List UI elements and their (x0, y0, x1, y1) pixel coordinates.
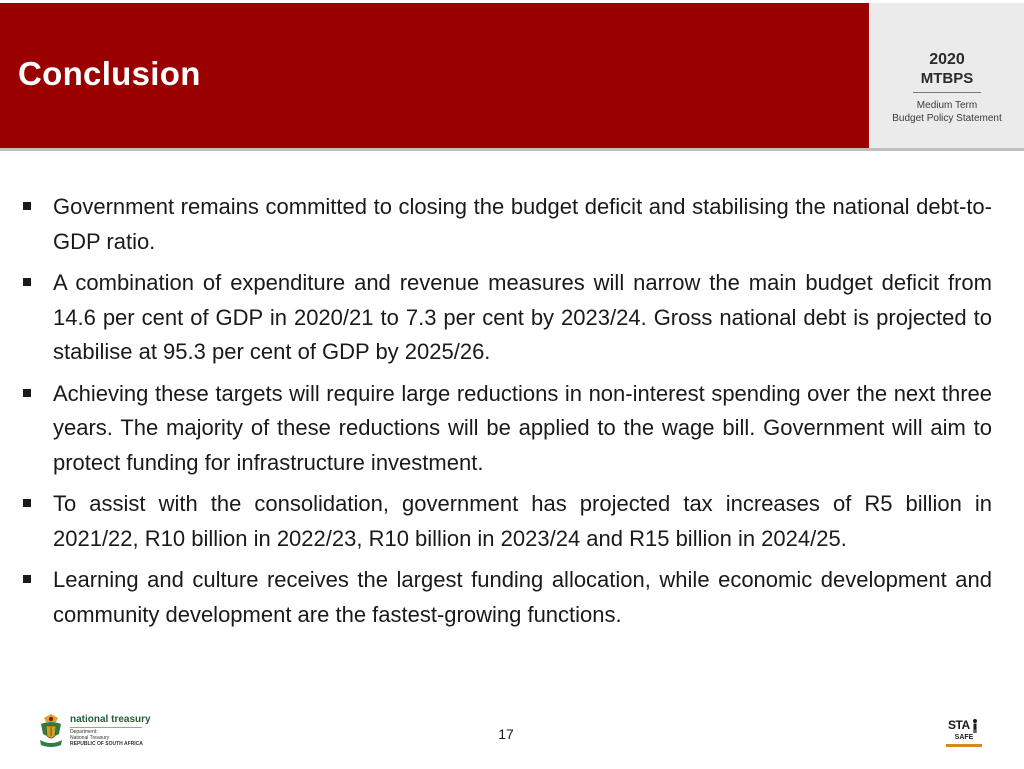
badge-name: MTBPS (920, 70, 974, 87)
square-bullet-icon (23, 499, 31, 507)
bullet-text: To assist with the consolidation, government has projected tax increases of R5 billion in 2021/22, R10 billion in 2022/23, R10 billion in 2023/24 and R15 billion in 2024/25. (53, 491, 992, 551)
badge-subtitle-line2: Budget Policy Statement (892, 113, 1002, 124)
badge-divider (913, 92, 981, 93)
header-band (0, 3, 869, 148)
treasury-line3: REPUBLIC OF SOUTH AFRICA (70, 741, 143, 747)
safe-mark: STA (948, 718, 970, 732)
treasury-line2: National Treasury (70, 735, 110, 741)
square-bullet-icon (23, 278, 31, 286)
page-title: Conclusion (18, 55, 201, 92)
safe-word: SAFE (954, 734, 974, 741)
content-area (20, 190, 992, 639)
badge-subtitle-line1: Medium Term (916, 100, 978, 111)
square-bullet-icon (23, 575, 31, 583)
coat-of-arms-icon (37, 712, 65, 750)
badge-subtitle (870, 99, 1024, 125)
stay-safe-logo (944, 718, 984, 752)
bullet-item (20, 487, 992, 556)
header-divider (0, 148, 1024, 151)
treasury-line1: Department: (70, 729, 98, 735)
national-treasury-logo (37, 712, 151, 750)
square-bullet-icon (23, 389, 31, 397)
bullet-item (20, 190, 992, 259)
bullet-text: Learning and culture receives the largest funding allocation, while economic development and community development are the fastest-growing functions. (53, 567, 992, 627)
treasury-subtitle (70, 729, 143, 747)
bullet-text: A combination of expenditure and revenue measures will narrow the main budget deficit from 14.6 per cent of GDP in 2020/21 to 7.3 per cent by 2023/24. Gross national debt is projected to stabilise at 95.3 per cent of GDP by 2025/26. (53, 270, 992, 364)
square-bullet-icon (23, 202, 31, 210)
bullet-item (20, 266, 992, 370)
treasury-title: national treasury (70, 714, 151, 725)
bullet-item (20, 377, 992, 481)
mtbps-badge (870, 3, 1024, 148)
page-number: 17 (498, 726, 514, 742)
bullet-list (20, 190, 992, 632)
badge-year: 2020 (929, 51, 965, 68)
person-icon (970, 719, 980, 733)
bullet-text: Achieving these targets will require large reductions in non-interest spending over the next three years. The majority of these reductions will be applied to the wage bill. Government will aim to protect funding for infrastructure investment. (53, 380, 992, 475)
bullet-item (20, 563, 992, 632)
safe-stripe (946, 744, 982, 747)
bullet-text: Government remains committed to closing the budget deficit and stabilising the national debt-to-GDP ratio. (53, 194, 992, 254)
treasury-divider (70, 727, 142, 728)
